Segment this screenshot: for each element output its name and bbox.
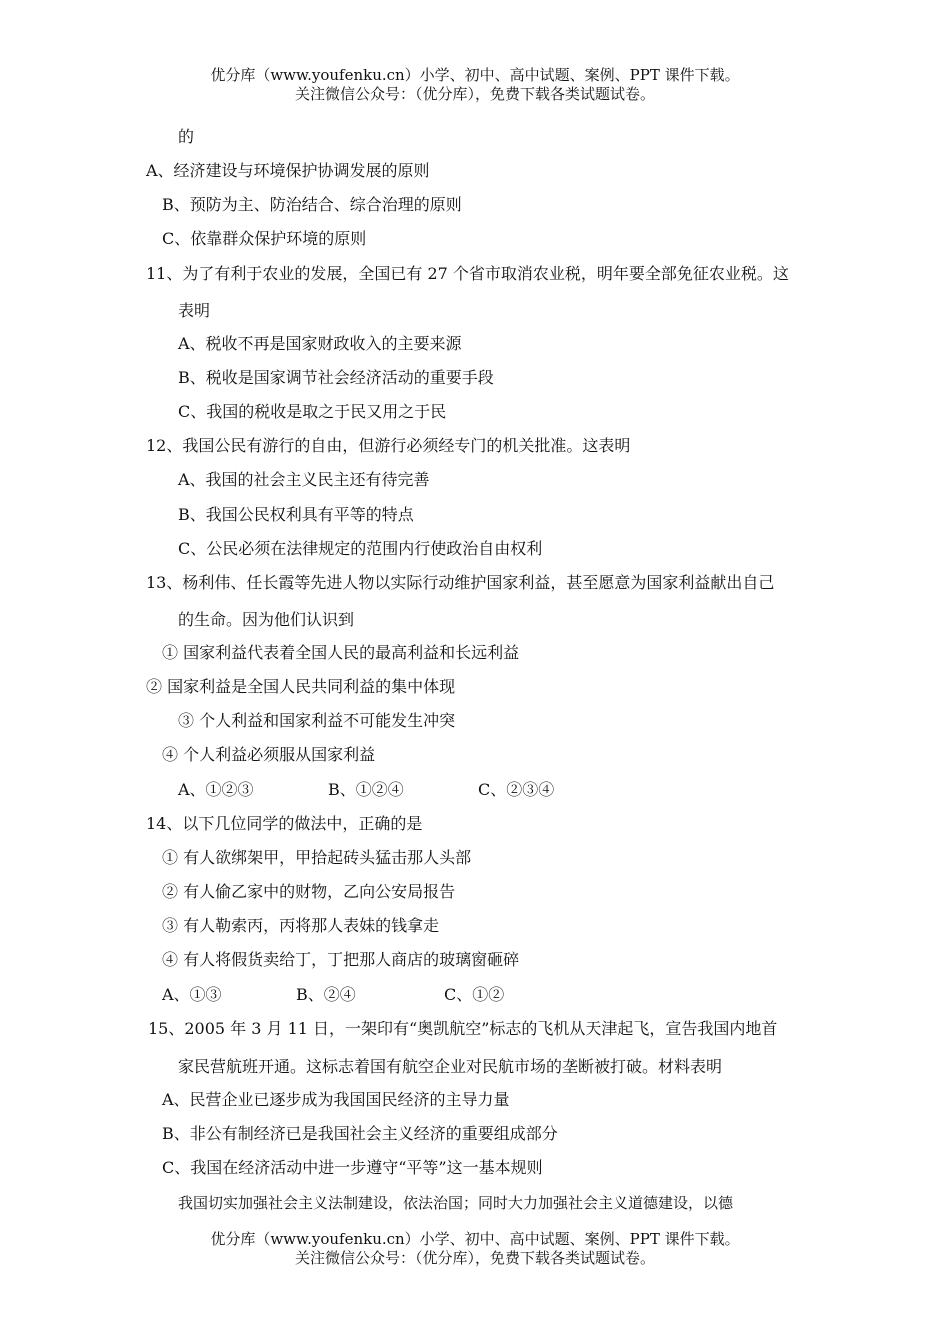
q12-option-a: A、我国的社会主义民主还有待完善 bbox=[178, 470, 430, 489]
q15-stem-cont: 家民营航班开通。这标志着国有航空企业对民航市场的垄断被打破。材料表明 bbox=[178, 1057, 723, 1076]
page-footer bbox=[0, 1230, 950, 1268]
q13-option-b: B、①②④ bbox=[328, 780, 404, 799]
q10-option-c: C、依靠群众保护环境的原则 bbox=[162, 229, 367, 248]
q11-option-a: A、税收不再是国家财政收入的主要来源 bbox=[178, 334, 462, 353]
q13-statement-2: ② 国家利益是全国人民共同利益的集中体现 bbox=[146, 677, 456, 696]
header-line-1: 优分库（www.youfenku.cn）小学、初中、高中试题、案例、PPT 课件下载。 bbox=[210, 66, 740, 84]
q13-options bbox=[178, 780, 554, 800]
q14-options bbox=[162, 985, 504, 1005]
q13-statement-3: ③ 个人利益和国家利益不可能发生冲突 bbox=[178, 711, 456, 730]
q11-stem: 11、为了有利于农业的发展，全国已有 27 个省市取消农业税，明年要全部免征农业税。这 bbox=[146, 264, 789, 283]
q13-option-c: C、②③④ bbox=[478, 780, 555, 799]
q15-stem: 15、2005 年 3 月 11 日，一架印有“奥凯航空”标志的飞机从天津起飞，宣告我国内地首 bbox=[148, 1019, 778, 1038]
header-line-2: 关注微信公众号：（优分库），免费下载各类试题试卷。 bbox=[294, 85, 655, 103]
q13-option-a: A、①②③ bbox=[178, 780, 254, 799]
page-header bbox=[0, 66, 950, 104]
q10-option-a: A、经济建设与环境保护协调发展的原则 bbox=[146, 161, 430, 180]
q12-option-b: B、我国公民权利具有平等的特点 bbox=[178, 505, 414, 524]
q11-option-c: C、我国的税收是取之于民又用之于民 bbox=[178, 402, 447, 421]
q15-option-b: B、非公有制经济已是我国社会主义经济的重要组成部分 bbox=[162, 1124, 558, 1143]
q13-stem-cont: 的生命。因为他们认识到 bbox=[178, 610, 355, 629]
q14-option-c: C、①② bbox=[444, 985, 505, 1004]
q14-option-a: A、①③ bbox=[162, 985, 222, 1004]
q11-stem-cont: 表明 bbox=[178, 301, 211, 320]
q10-option-b: B、预防为主、防治结合、综合治理的原则 bbox=[162, 195, 462, 214]
q14-statement-2: ② 有人偷乙家中的财物，乙向公安局报告 bbox=[162, 882, 456, 901]
footer-line-2: 关注微信公众号：（优分库），免费下载各类试题试卷。 bbox=[294, 1249, 655, 1267]
q13-stem: 13、杨利伟、任长霞等先进人物以实际行动维护国家利益，甚至愿意为国家利益献出自己 bbox=[146, 573, 775, 592]
q14-option-b: B、②④ bbox=[296, 985, 356, 1004]
q15-option-a: A、民营企业已逐步成为我国国民经济的主导力量 bbox=[162, 1090, 510, 1109]
paragraph-text: 我国切实加强社会主义法制建设，依法治国；同时大力加强社会主义道德建设，以德 bbox=[178, 1194, 734, 1212]
q14-statement-4: ④ 有人将假货卖给丁，丁把那人商店的玻璃窗砸碎 bbox=[162, 950, 520, 969]
q13-statement-1: ① 国家利益代表着全国人民的最高利益和长远利益 bbox=[162, 643, 520, 662]
q15-option-c: C、我国在经济活动中进一步遵守“平等”这一基本规则 bbox=[162, 1158, 543, 1177]
q14-stem: 14、以下几位同学的做法中，正确的是 bbox=[146, 814, 423, 833]
text-line: 的 bbox=[178, 127, 195, 146]
q12-option-c: C、公民必须在法律规定的范围内行使政治自由权利 bbox=[178, 539, 543, 558]
footer-line-1: 优分库（www.youfenku.cn）小学、初中、高中试题、案例、PPT 课件下载。 bbox=[210, 1230, 740, 1248]
q14-statement-1: ① 有人欲绑架甲，甲拾起砖头猛击那人头部 bbox=[162, 848, 472, 867]
q11-option-b: B、税收是国家调节社会经济活动的重要手段 bbox=[178, 368, 494, 387]
q12-stem: 12、我国公民有游行的自由，但游行必须经专门的机关批准。这表明 bbox=[146, 436, 631, 455]
q13-statement-4: ④ 个人利益必须服从国家利益 bbox=[162, 745, 376, 764]
q14-statement-3: ③ 有人勒索丙，丙将那人表妹的钱拿走 bbox=[162, 916, 440, 935]
